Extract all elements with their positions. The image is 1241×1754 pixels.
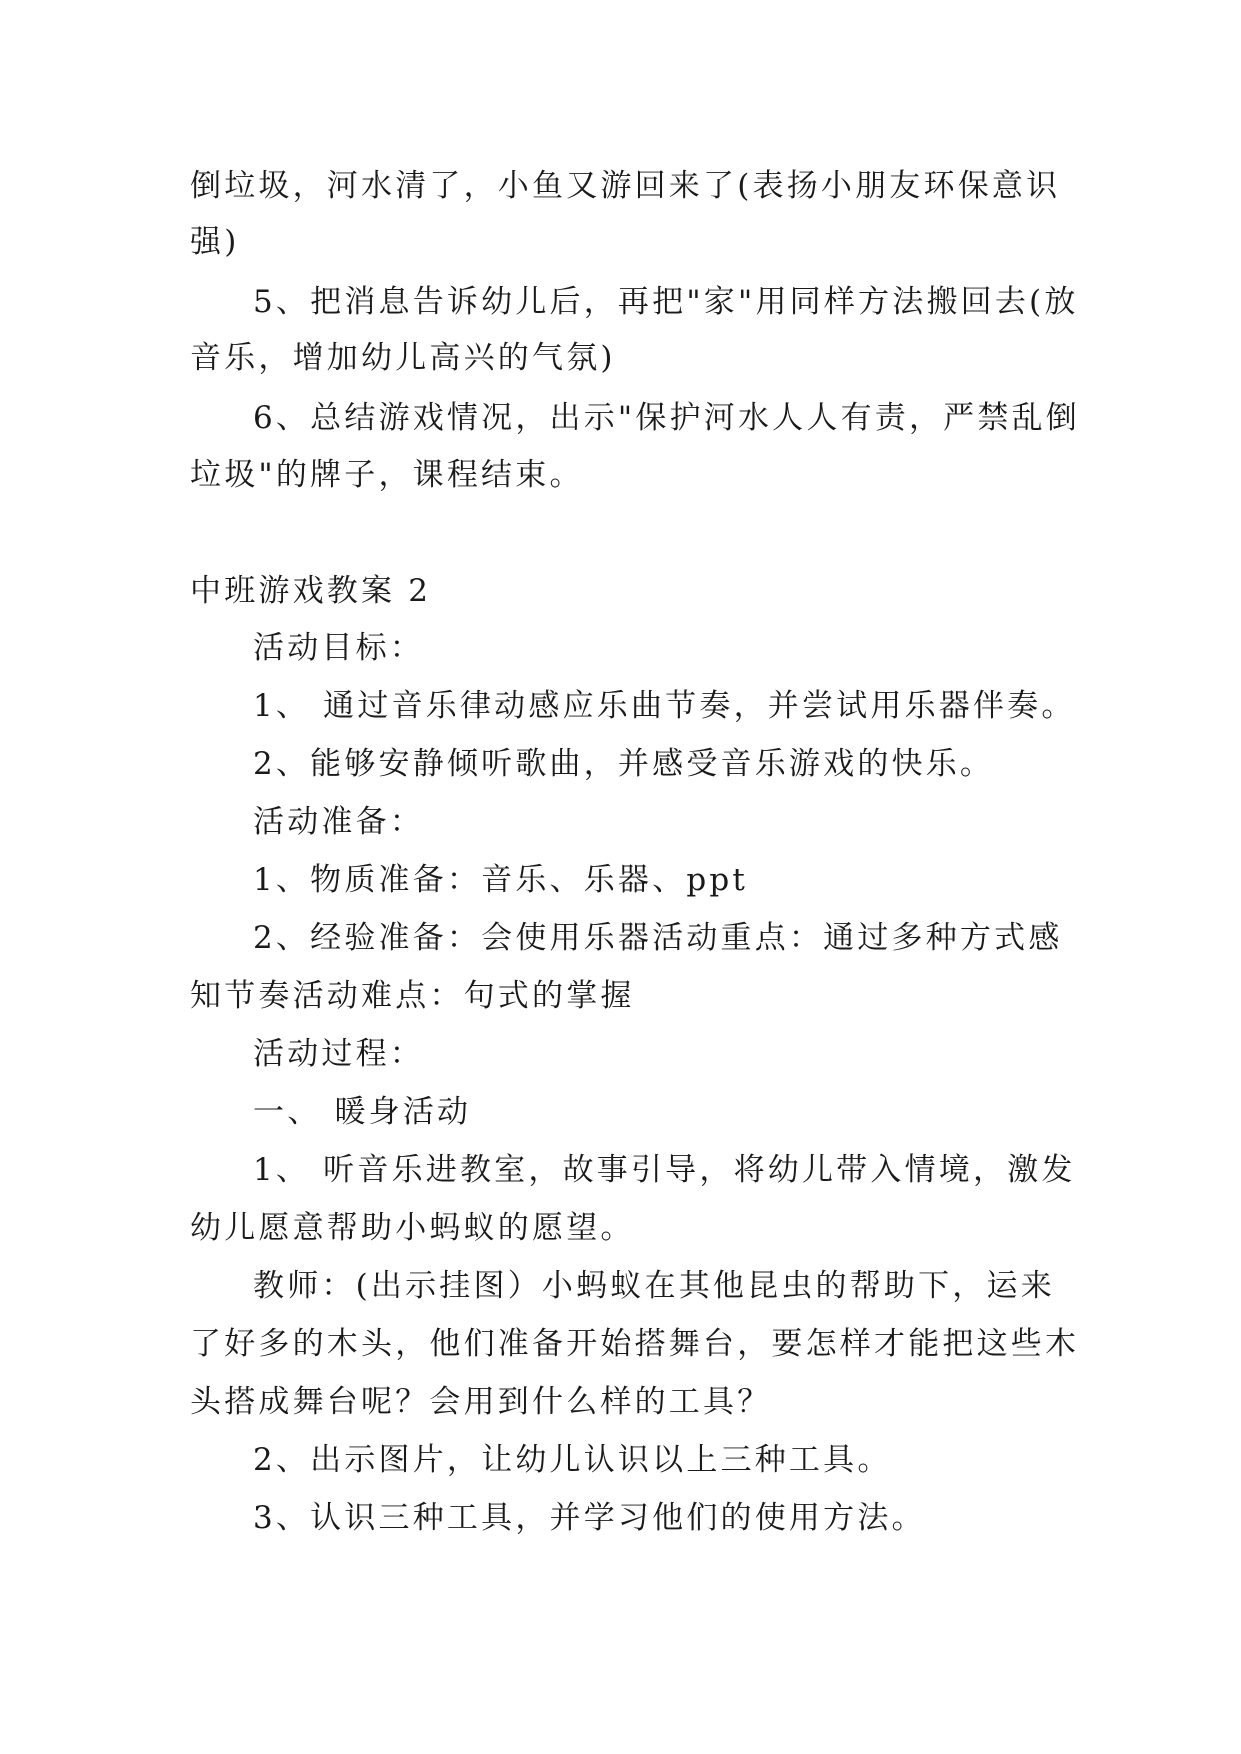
text-line: 1、物质准备：音乐、乐器、ppt: [253, 862, 749, 898]
text-line: 头搭成舞台呢？会用到什么样的工具？: [190, 1384, 772, 1420]
text-line: 1、 通过音乐律动感应乐曲节奏，并尝试用乐器伴奏。: [253, 688, 1076, 724]
text-line: 5、把消息告诉幼儿后，再把"家"用同样方法搬回去(放: [253, 284, 1079, 320]
text-line: 垃圾"的牌子，课程结束。: [190, 457, 584, 493]
text-line: 一、 暖身活动: [253, 1094, 472, 1130]
text-line: 2、能够安静倾听歌曲，并感受音乐游戏的快乐。: [253, 746, 995, 782]
text-line: 活动过程：: [253, 1036, 424, 1072]
text-line: 幼儿愿意帮助小蚂蚁的愿望。: [190, 1210, 635, 1246]
text-line: 倒垃圾，河水清了，小鱼又游回来了(表扬小朋友环保意识: [190, 168, 1061, 204]
text-line: 活动准备：: [253, 804, 424, 840]
text-line: 音乐，增加幼儿高兴的气氛): [190, 340, 616, 376]
text-line: 2、出示图片，让幼儿认识以上三种工具。: [253, 1442, 892, 1478]
text-line: 3、认识三种工具，并学习他们的使用方法。: [253, 1500, 926, 1536]
text-line: 6、总结游戏情况，出示"保护河水人人有责，严禁乱倒: [253, 400, 1080, 436]
text-line: 2、经验准备：会使用乐器活动重点：通过多种方式感: [253, 920, 1063, 956]
text-line: 强): [190, 224, 240, 260]
text-line: 了好多的木头，他们准备开始搭舞台，要怎样才能把这些木: [190, 1326, 1080, 1362]
text-line: 教师：(出示挂图）小蚂蚁在其他昆虫的帮助下，运来: [253, 1268, 1055, 1304]
text-line: 1、 听音乐进教室，故事引导，将幼儿带入情境，激发: [253, 1152, 1076, 1188]
text-line: 活动目标：: [253, 630, 424, 666]
section-title: 中班游戏教案 2: [190, 573, 432, 609]
text-line: 知节奏活动难点：句式的掌握: [190, 978, 635, 1014]
